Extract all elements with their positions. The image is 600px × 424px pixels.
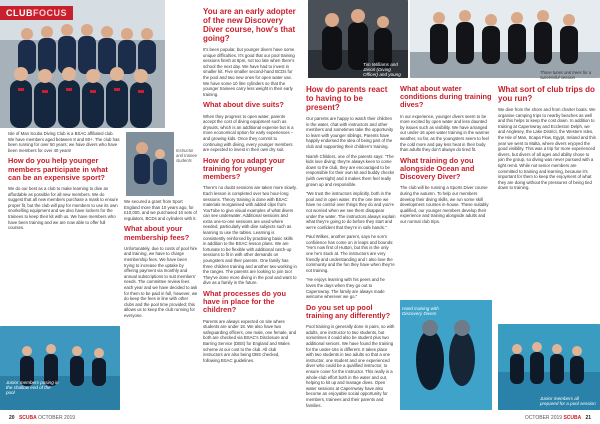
instructor-photo-art [126, 132, 174, 196]
paragraph-processes: Parents are always expected on site where students are under 18. We also have two safeguarding officers, one male, one female, and both are checked via BSAC's Disclosure and Barring Service (DBS) for England and Wales scheme at our cost to the club. All club instructors are also being DBS checked, following BSAC guidelines. [203, 318, 297, 363]
tunes-photo-art [410, 0, 600, 81]
paragraph-membership-fees: Unfortunately, due to costs of pool hire and training, we have to charge membership fees. We have been trying to increase the uptake by offering payment via monthly and annual subscriptions to suit members' needs. The committee review fees each year and we have decided to ask for them to be paid in full, however, we do keep the fees in line with other clubs and the pool time provided; this allows us to keep the club running for everyone. [124, 245, 198, 318]
junior-pool-caption: Junior members posing in the shallow end of the pool [6, 380, 59, 396]
paragraph-help-younger: We do our best as a club to make learning to dive as affordable as possible for all new members. We do suggest that all new members purchase a mask to ensure proper fit, but the club will pay for members to use its own snorkelling equipment and we also have lockers for the trainees to keep their kit with us. We have members who have been training and we are now able to offer full courses. [8, 185, 119, 231]
instructor-photo [126, 132, 174, 196]
intro-paragraph: Isle of Man Scuba Diving Club is a BSAC affiliated club. We have members aged between 8 and 80+. The club has been running for over 50 years; we have divers who have been members for over 40 years! [8, 131, 120, 153]
left-column-1 [8, 131, 120, 235]
focus-word: FOCUS [33, 8, 67, 18]
right-column-2 [400, 82, 492, 229]
heading-pool-training: Do you set up pool training any differently? [306, 302, 391, 321]
heading-help-younger: How do you help younger members participate in what can be an expensive sport? [8, 156, 108, 182]
paragraph-parents-5: "He enjoys learning with his peers and he loves the days when they go out to Capernwray. The family are always made welcome wherever we go." [306, 277, 385, 300]
paragraph-parents-4: Paul Wilkes, another parent, says he son's confidence has come on in leaps and bounds: "He's now first of Hutton, but this is the only one he's stuck at. The instructors are very friendly and understanding and I also love the community and the fun they have when they're not training. [306, 234, 395, 273]
paragraph-water-conditions: In our experience, younger divers seem to be more excited by open water and less daunted by issues such as visibility. We have arranged our under-16 open water training in the warmer weather, so far, as the youngsters seem to feel the cold more and pay less heat in their body than adults they don't always do tired fit. [400, 113, 490, 153]
left-issue-month: OCTOBER 2019 [37, 415, 76, 421]
tunes-caption: Those tunes and trees for a successful session [540, 70, 592, 81]
left-footer [6, 415, 75, 421]
club-word: CLUB [6, 8, 33, 18]
left-column-3 [203, 4, 297, 367]
heading-club-trips: What sort of club trips do you run? [498, 85, 595, 103]
paragraph-parents-3: "We trust the instructors implicitly, both in the pool and in open water. It's the one time we have no control over things they do and you're not worried when we see them disappear under the water. The instructors always explain what they're going to do before they start and we're confident that they're in safe hands." [306, 191, 396, 230]
tunes-photo [410, 0, 600, 81]
junior-pool-art [0, 326, 120, 410]
paragraph-dive-suits: When they progress to open water, parents accept the cost of diving equipment such as drysuits, which is an additional expense but is a more economical option for early experiences – and growing kids. Once they commit to continuing with diving, every younger members are expected to invest in their own dry suit. [203, 113, 294, 153]
grant-paragraph: We secured a grant from Sport England more than 10 years ago, for £10,000, and we purchased 10 sets of regulators, BCDs and cylinders with it. [124, 199, 197, 221]
hand-photo-art [400, 300, 492, 410]
left-column-2 [124, 199, 198, 323]
hand-caption: Hand training with Discovery Divers [402, 306, 439, 317]
paragraph-discovery-diver: It's been popular, but younger divers have some unique difficulties. It's good that our pool training sessions finish at 8pm, not too late when there's school the next day. We have had to invest in smaller kit. Five smaller second-hand BCDs for the pool and two new ones for open water use. We have some 10 litre cylinders so that the younger trainees carry less weight in their early training. [203, 47, 295, 97]
club-focus-tag [0, 6, 73, 20]
heading-water-conditions: What about water conditions during training dives? [400, 84, 492, 110]
paragraph-club-trips: We dive from the shore and from charter boats. We organise camping trips to nearby beaches as well and this helps to keep the cost down. In addition to training at Capernwray and Eccleston Delph, we and Anglesey, the Lake District, the Western Isles, the Isle of Man, Scapa Flow, Egypt, Ireland and this year we went to Malta, where divers enjoyed the good visibility. This was a trip for more experienced divers, but divers of all ages and ability chose to join the group, so diving was never pursued with a tight remit. While not senior members are committed to training and learning, because it's important for them to keep the enjoyment of what they are doing without the pressures of being tied down to training. [498, 107, 596, 191]
paragraph-parents-1: Our parents are happy to watch their children in the water, chat with instructors and other members and sometimes take the opportunity to learn with younger siblings. Parents have happily endorsed the idea of being part of the club and supporting their children's training. [306, 116, 394, 149]
heading-processes: What processes do you have in place for the children? [203, 289, 286, 315]
right-magazine-name: SCUBA [563, 415, 582, 421]
heading-parents-react: How do parents react to having to be present? [306, 85, 388, 112]
heading-training-alongside: What training do you alongside Ocean and Discovery Diver? [400, 155, 475, 182]
heading-membership-fees: What about your membership fees? [124, 224, 190, 242]
right-footer [525, 415, 594, 421]
hand-photo [400, 300, 492, 410]
paragraph-pool-training: Pool training is generally done in pairs, so with adults, one instructor to two students, but sometimes it could also be student plus two additional seniors. We have found the training for the under-16s is different. It takes place with two students in two adults so that a one instructor, one student and one experienced diver who could be a qualified instructor, to ensure cover for the instructor. This really is a whole-club effort both in the water and out, helping to kit up and manage dives. Open water sessions at Capernwray have also become an enjoyable social opportunity for members, trainees and their parents and families. [306, 324, 395, 408]
paragraph-adapt-training: There's no doubt sessions are taken more slowly. Each lesson is completed over two hour-long sessions. Theory training is done with BSAC materials reorganised with added clips from YouTube to give visual examples of what divers can see underwater. Additional sessions and extra one-to-one sessions are used where needed, particularly with dive subjects such as learning to use the tables. Learning is consistently reinforced by practising basic skills in addition to the BSAC lesson plans. We are fortunate to be flexible with additional catch-up sessions to fit in with other demands on youngsters and their parents. One family has three children training and another two working in the ranges. The parents are looking to join too! They've done more diving in the pool and want to dive as a family in the future. [203, 185, 297, 286]
heading-adapt-training: How do you adapt your training for younger members? [203, 155, 285, 182]
family-caption: Junior members all prepared for a pool session [540, 396, 596, 407]
left-magazine-name: SCUBA [18, 415, 37, 421]
left-page-number: 20 [9, 415, 15, 421]
junior-pool-photo [0, 326, 120, 410]
right-issue-month: OCTOBER 2019 [524, 415, 563, 421]
right-column-1 [306, 82, 396, 412]
right-page-number: 21 [585, 415, 591, 421]
heading-discovery-diver: You are an early adopter of the new Discovery Diver course, how's that going? [203, 7, 296, 43]
instructor-caption: Instructor and trainee students [176, 148, 197, 164]
paragraph-training-alongside: The club will be running a Sports Diver course during the autumn. To help our members develop their diving skills, we run some skill development courses in-house. These suitably qualified, our younger members develop their experience and training alongside adults and our normal club trips. [400, 185, 489, 224]
right-column-3 [498, 82, 596, 195]
tim-caption: Tim Williams and Jason (Diving Officer) and young trainee [363, 62, 401, 83]
heading-dive-suits: What about dive suits? [203, 100, 284, 110]
paragraph-parents-2: Niamh Childers, one of the parents says: "The kids love diving; they're always keen to come down to the club, they are encouraged to be responsible for their own kit and buddy checks (with oversight) and it makes them feel really grown up and responsible. [306, 153, 395, 187]
right-page [300, 0, 600, 424]
